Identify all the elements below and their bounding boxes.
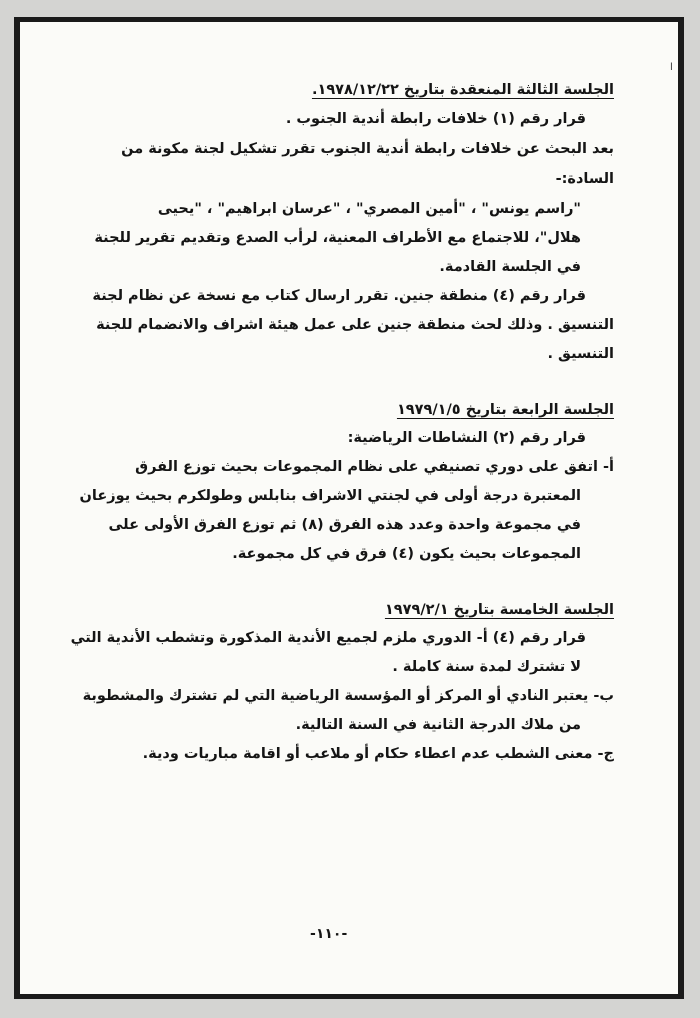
decision-line: قرار رقم (٤) أ- الدوري ملزم لجميع الأندية المذكورة وتشطب الأندية التي <box>70 630 586 646</box>
section-heading: الجلسة الثالثة المنعقدة بتاريخ ١٩٧٨/١٢/٢٢. <box>311 82 614 98</box>
body-line: التنسيق . <box>547 346 614 362</box>
decision-line: قرار رقم (١) خلافات رابطة أندية الجنوب . <box>285 111 586 127</box>
body-line: أ- اتفق على دوري تصنيفي على نظام المجموعات بحيث توزع الفرق <box>135 459 614 475</box>
decision-line: قرار رقم (٢) النشاطات الرياضية: <box>347 430 586 446</box>
corner-mark: ا <box>670 62 673 73</box>
body-line: ج- معنى الشطب عدم اعطاء حكام أو ملاعب أو اقامة مباريات ودية. <box>142 746 614 762</box>
body-line: ب- يعتبر النادي أو المركز أو المؤسسة الرياضية التي لم تشترك والمشطوبة <box>82 688 614 704</box>
body-line: السادة:- <box>555 171 614 187</box>
body-line: بعد البحث عن خلافات رابطة أندية الجنوب تقرر تشكيل لجنة مكونة من <box>121 141 614 157</box>
decision-line: قرار رقم (٤) منطقة جنين. تقرر ارسال كتاب مع نسخة عن نظام لجنة <box>92 288 586 304</box>
body-line: من ملاك الدرجة الثانية في السنة التالية. <box>295 717 581 733</box>
section-heading: الجلسة الخامسة بتاريخ ١٩٧٩/٢/١ <box>384 602 614 618</box>
body-line: هلال"، للاجتماع مع الأطراف المعنية، لرأب الصدع وتقديم تقرير للجنة <box>94 230 581 246</box>
body-line: في الجلسة القادمة. <box>439 259 581 275</box>
paper-sheet <box>20 22 678 994</box>
body-line: "راسم يونس" ، "أمين المصري" ، "عرسان ابراهيم" ، "يحيى <box>157 201 581 217</box>
section-heading: الجلسة الرابعة بتاريخ ١٩٧٩/١/٥ <box>396 402 614 418</box>
body-line: لا تشترك لمدة سنة كاملة . <box>392 659 581 675</box>
body-line: في مجموعة واحدة وعدد هذه الفرق (٨) ثم توزع الفرق الأولى على <box>108 517 581 533</box>
document-page <box>20 22 678 994</box>
page-number: -١١٠- <box>310 926 348 942</box>
body-line: المعتبرة درجة أولى في لجنتي الاشراف بنابلس وطولكرم بحيث يوزعان <box>79 488 581 504</box>
body-line: التنسيق . وذلك لحث منطقة جنين على عمل هيئة اشراف والانضمام للجنة <box>96 317 614 333</box>
body-line: المجموعات بحيث يكون (٤) فرق في كل مجموعة. <box>232 546 581 562</box>
